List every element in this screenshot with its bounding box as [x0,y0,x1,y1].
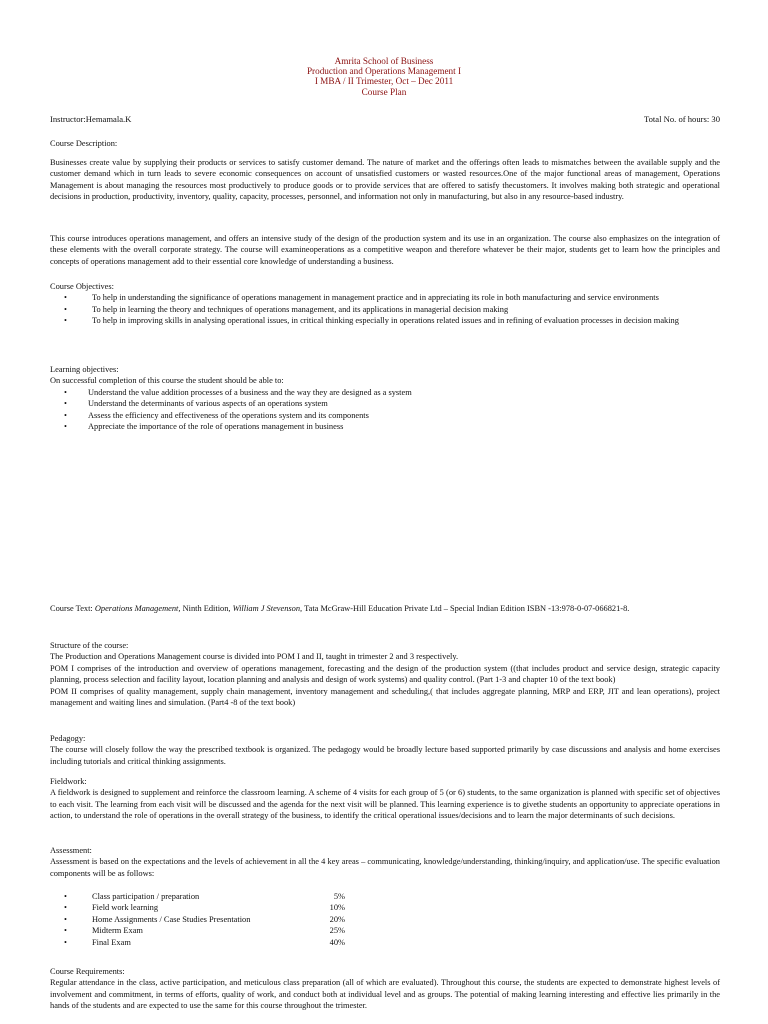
assessment-weight: 10% [329,903,345,913]
assessment-label: Class participation / preparation [92,892,200,901]
list-item: • Understand the determinants of various aspects of an operations system [50,398,720,409]
instructor-name: Instructor:Hemamala.K [50,114,132,124]
assessment-components [50,891,720,948]
list-item: • To help in improving skills in analysing operational issues, in critical thinking especially in operations related issues and in refining of evaluation processes in decision making [50,315,720,326]
requirements-text: Regular attendance in the class, active participation, and meticulous class preparation (all of which are evaluated). Throughout this course, the students are expected to demonstrate highest levels of involvement and commitment, in terms of efforts, quality of work, and conduct both at individual level and as groups. The potential of making learning interesting and effective lies primarily in the hands of the students and are expected to use the same for this course throughout the trimester. [50,978,720,1011]
total-hours: Total No. of hours: 30 [643,114,720,124]
textbook-edition: Ninth Edition, [180,604,233,613]
pedagogy-text: The course will closely follow the way the prescribed textbook is organized. The pedagogy would be broadly lecture based supported primarily by case discussions and analysis and home exercises including tutorials and critical thinking assignments. [50,745,720,766]
structure-line-1: The Production and Operations Management course is divided into POM I and II, taught in trimester 2 and 3 respectively. [50,652,459,662]
learning-list [50,387,720,433]
list-item: • To help in learning the theory and techniques of operations management, and its applications in managerial decision making [50,304,720,315]
instructor-row [50,114,720,125]
list-item: • To help in understanding the significance of operations management in management practice and in appreciating its role in both manufacturing and service environments [50,292,720,303]
description-heading: Course Description: [50,139,118,148]
structure-heading: Structure of the course: [50,641,129,650]
objectives-list [50,292,720,326]
list-item: • Understand the value addition processes of a business and the way they are designed as a system [50,387,720,398]
doc-title: Course Plan [361,86,407,97]
course-text-label: Course Text: [50,604,95,613]
assessment-item [50,937,720,948]
objectives-heading: Course Objectives: [50,282,114,291]
assessment-label: Field work learning [92,903,159,913]
assessment-item [50,891,720,902]
description-paragraph-2: This course introduces operations management, and offers an intensive study of the design of the production system and its use in an organization. The course also emphasizes on the integration of these elements with the overall corporate strategy. The course will examineoperations as a competitive weapon and therefore whatever be their major, students get to learn how the principles and concepts of operations management add to their essential core knowledge of understanding a business. [50,234,720,266]
structure-line-2: POM I comprises of the introduction and overview of operations management, forecasting and the design of the production system ((that includes product and service design, strategic capacity planning, process selection and facility layout, location planning and analysis and design of work systems) and quality control. (Part 1-3 and chapter 10 of the text book) [50,663,720,685]
course-text [50,603,720,614]
assessment-weight: 40% [329,937,345,947]
structure-section [50,640,720,708]
term-line: I MBA / II Trimester, Oct – Dec 2011 [314,76,454,87]
assessment-label: Midterm Exam [92,926,143,936]
list-item: • Assess the efficiency and effectiveness of the operations system and its components [50,410,720,421]
assessment-heading: Assessment: [50,846,92,855]
pedagogy-heading: Pedagogy: [50,734,86,743]
textbook-author: William J Stevenson, [232,604,303,613]
learning-heading: Learning objectives: [50,365,119,374]
textbook-publisher: Tata McGraw-Hill Education Private Ltd – Special Indian Edition ISBN -13:978-0-07-066821-8. [302,604,630,613]
assessment-label: Home Assignments / Case Studies Presentation [92,914,251,924]
textbook-title: Operations Management, [94,604,181,613]
assessment-section [50,845,720,879]
learning-section [50,364,720,432]
assessment-item [50,914,720,925]
document-header [0,56,768,97]
description-paragraph-1: Businesses create value by supplying their products or services to satisfy customer demand. The nature of market and the offerings often leads to mismatches between the available supply and the customer demand which in turn leads to severe economic consequences on account of unsatisfied customers or wasted resources.One of the major functional areas of management, Operations Management is about managing the resources most productively to produce goods or to provide services that are offered to satisfy thecustomers. It involves making both strategic and operational decisions in production, productivity, inventory, quality, capacity, processes, personnel, and information not only in manufacturing, but also in any resource-based industry. [50,158,720,202]
list-item: • Appreciate the importance of the role of operations management in business [50,421,720,432]
assessment-item [50,925,720,936]
learning-intro: On successful completion of this course the student should be able to: [50,376,284,386]
assessment-weight: 25% [329,926,345,936]
objectives-section [50,281,720,327]
school-name: Amrita School of Business [334,56,434,66]
course-title: Production and Operations Management I [306,66,462,77]
fieldwork-heading: Fieldwork: [50,777,87,786]
assessment-weight: 20% [329,914,345,924]
pedagogy-section [50,733,720,767]
fieldwork-section [50,776,720,822]
assessment-weight: 5% [333,892,345,901]
requirements-section [50,966,720,1012]
assessment-text: Assessment is based on the expectations and the levels of achievement in all the 4 key areas – communicating, knowledge/understanding, thinking/inquiry, and application/use. The specific evaluation components will be as follows: [50,857,720,878]
structure-line-3: POM II comprises of quality management, supply chain management, inventory management and scheduling,( that includes aggregate planning, MRP and ERP, JIT and lean operations), project management and waiting lines and simulation. (Part4 -8 of the text book) [50,686,720,708]
assessment-item [50,902,720,913]
fieldwork-text: A fieldwork is designed to supplement and reinforce the classroom learning. A scheme of 4 visits for each group of 5 (or 6) students, to the same organization is planned with specific set of objectives to each visit. The learning from each visit will be discussed and the agenda for the next visit will be planned. This learning experience is to givethe students an opportunity to appreciate operations in action, to understand the role of operations in the overall strategy of the business, to identify the critical operational issues/decisions and to learn the major determinants of such decisions. [50,788,720,821]
assessment-label: Final Exam [92,937,131,947]
requirements-heading: Course Requirements: [50,967,125,976]
